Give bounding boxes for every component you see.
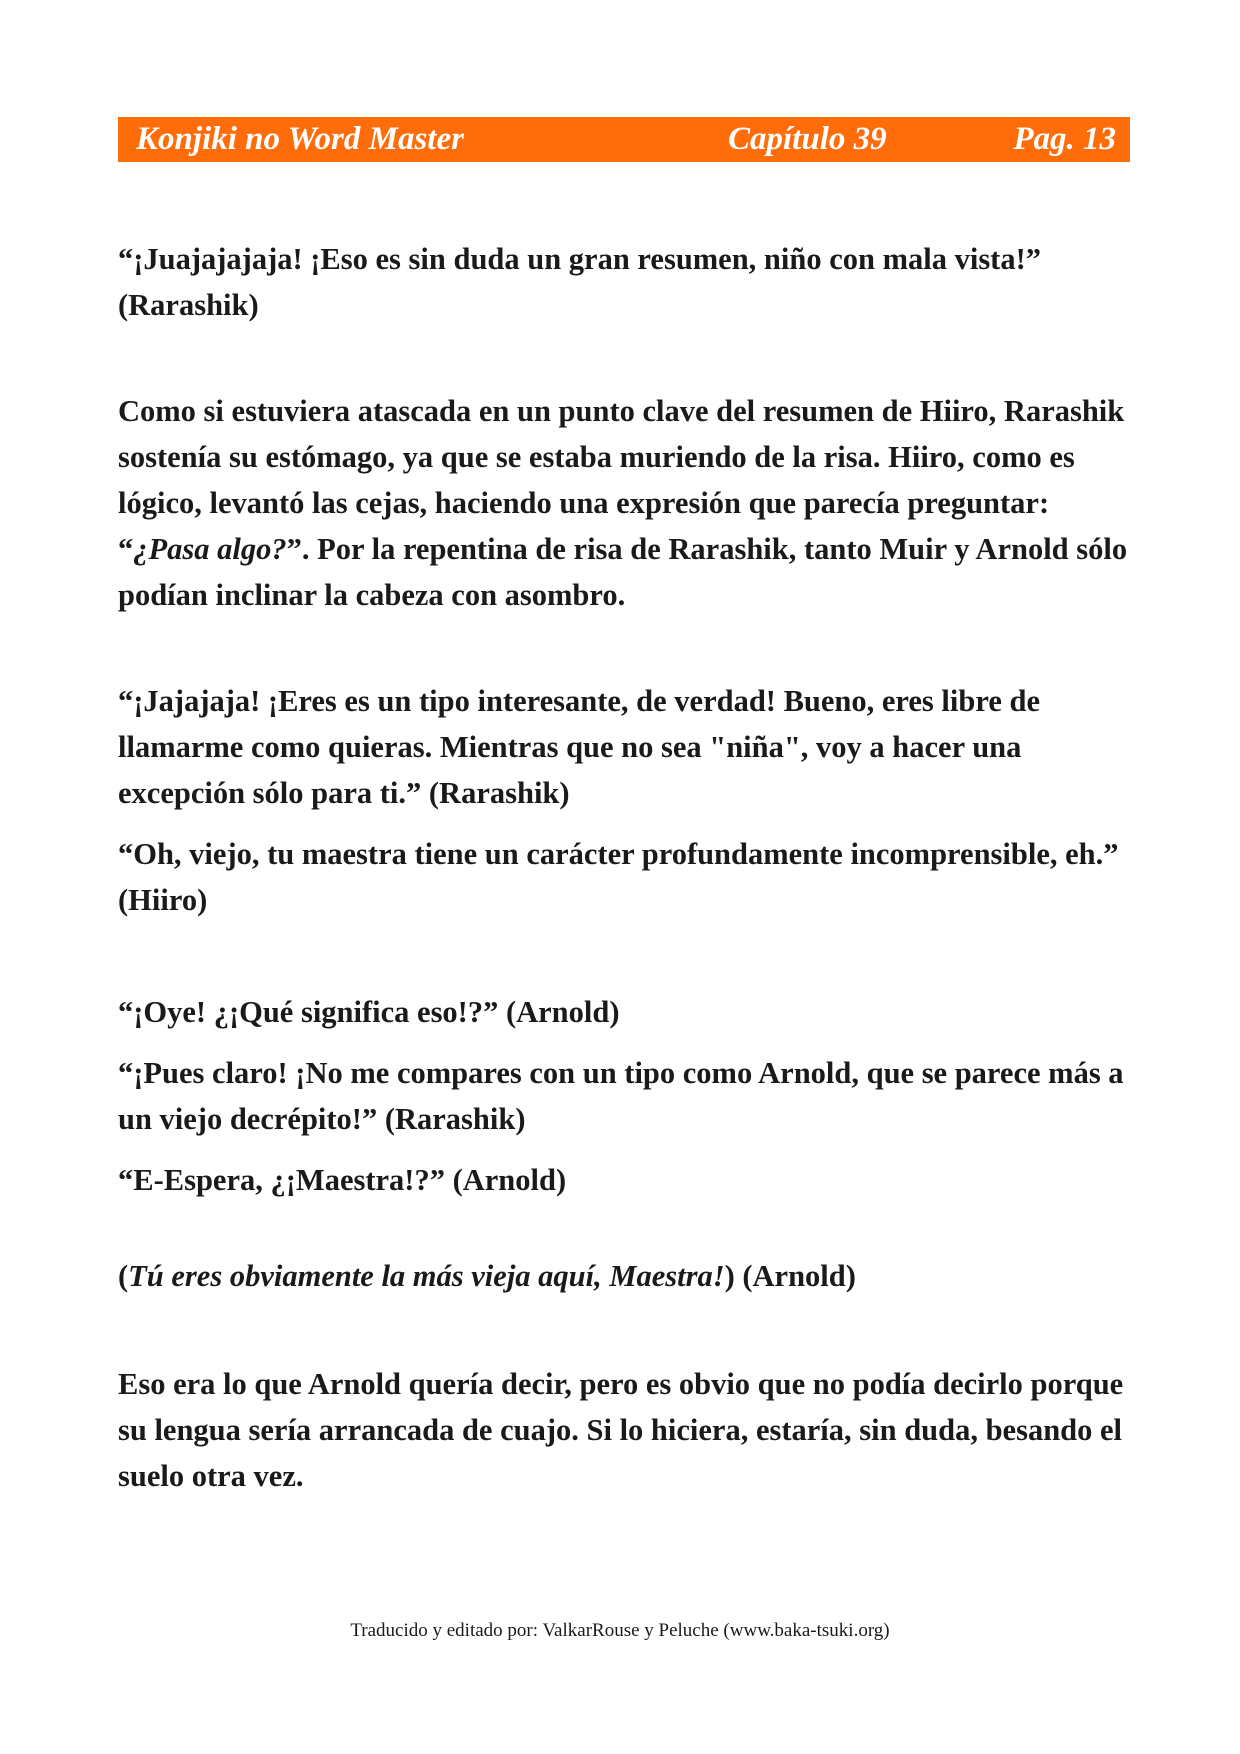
paragraph-4: “Oh, viejo, tu maestra tiene un carácter profundamente incomprensible, eh.” (Hiiro) [118,837,1119,917]
page-body [118,236,1130,1499]
paragraph-8-open: ( [118,1259,129,1293]
paragraph-1: “¡Juajajajaja! ¡Eso es sin duda un gran resumen, niño con mala vista!” (Rarashik) [118,242,1041,322]
header-page-number: Pag. 13 [1013,121,1116,157]
paragraph-5: “¡Oye! ¿¡Qué significa eso!?” (Arnold) [118,995,620,1029]
paragraph-8-italic: Tú eres obviamente la más vieja aquí, Maestra! [128,1259,725,1293]
paragraph-2-italic: ¿Pasa algo? [133,532,287,566]
paragraph-8 [118,1253,1130,1299]
paragraph-6: “¡Pues claro! ¡No me compares con un tipo como Arnold, que se parece más a un viejo decrépito!” (Rarashik) [118,1056,1124,1136]
page-footer-credit: Traducido y editado por: ValkarRouse y Peluche (www.baka-tsuki.org) [350,1620,890,1641]
paragraph-2 [118,388,1130,618]
paragraph-3: “¡Jajajaja! ¡Eres es un tipo interesante, de verdad! Bueno, eres libre de llamarme como quieras. Mientras que no sea "niña", voy a hacer una excepción sólo para ti.” (Rarashik) [118,684,1040,810]
header-chapter: Capítulo 39 [728,121,887,157]
paragraph-2-text-start: Como si estuviera atascada en un punto clave del resumen de Hiiro, Rarashik sostenía su estómago, ya que se estaba muriendo de la risa. Hiiro, como es lógico, levantó las cejas, haciendo una expresión que parecía preguntar: “ [118,394,1125,566]
paragraph-9: Eso era lo que Arnold quería decir, pero es obvio que no podía decirlo porque su lengua sería arrancada de cuajo. Si lo hiciera, estaría, sin duda, besando el suelo otra vez. [118,1367,1124,1493]
paragraph-8-close: ) (Arnold) [724,1259,856,1293]
header-title: Konjiki no Word Master [136,121,464,157]
page-header [118,117,1130,162]
paragraph-2-text-end: ”. Por la repentina de risa de Rarashik, tanto Muir y Arnold sólo podían inclinar la cabeza con asombro. [118,532,1128,612]
paragraph-7: “E-Espera, ¿¡Maestra!?” (Arnold) [118,1163,567,1197]
